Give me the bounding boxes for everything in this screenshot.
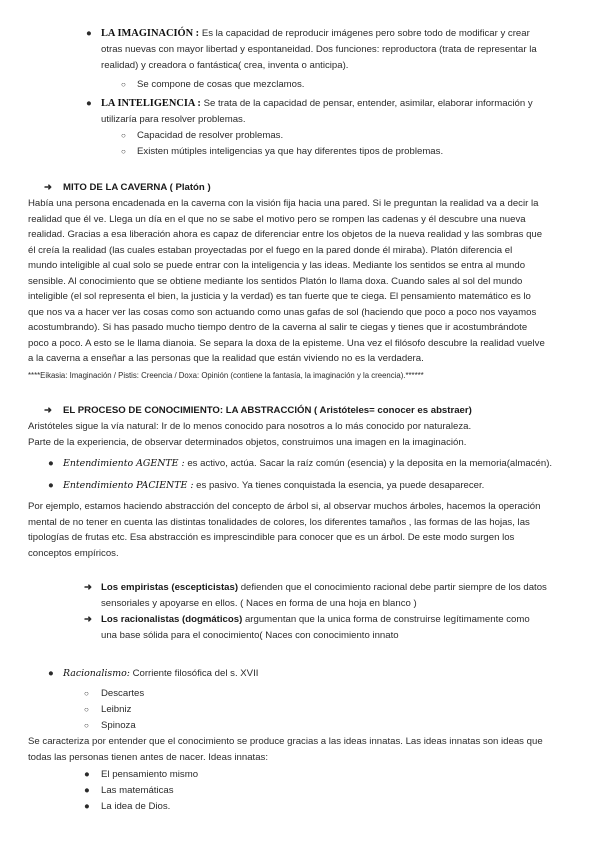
- caverna-line: mundo inteligible al cual solo se puede entrar con la inteligencia y las ideas. Mediante los sentidos se entra al mundo: [28, 260, 526, 271]
- inteligencia-sub-2: Existen mútiples inteligencias ya que hay diferentes tipos de problemas.: [137, 146, 444, 157]
- caverna-heading: MITO DE LA CAVERNA ( Platón ): [63, 182, 211, 193]
- racionalistas-line-2: una base sólida para el conocimiento( Naces con conocimiento innato: [101, 630, 399, 641]
- bullet-dot: ●: [48, 458, 54, 469]
- paciente-term: Entendimiento PACIENTE :: [63, 480, 194, 491]
- caverna-line: inteligible (el sol representa el bien, la justicia y la verdad) es tan fuerte que te ciega. El pensamiento matemático es lo: [28, 291, 531, 302]
- idea-item: El pensamiento mismo: [101, 769, 199, 780]
- example-line: Por ejemplo, estamos haciendo abstracción del concepto de árbol si, al observar muchos árboles, hacemos la operación: [28, 501, 541, 512]
- arrow-right-icon: ➜: [84, 614, 93, 625]
- sub-bullet-circle: ○: [84, 721, 89, 730]
- caverna-line: Había una persona encadenada en la caverna con la visión fija hacia una pared. Si le preguntan la realidad va a decir la: [28, 198, 539, 209]
- bullet-dot: ●: [86, 28, 92, 39]
- caverna-line: poco a poco. A esto se le llama dianoia. Se separa la doxa de la episteme. Una vez el filósofo descubre la realidad vuelve: [28, 337, 545, 349]
- abstraccion-heading: EL PROCESO DE CONOCIMIENTO: LA ABSTRACCIÓN ( Aristóteles= conocer es abstraer): [63, 405, 472, 416]
- racionalismo-term: Racionalismo:: [63, 668, 130, 679]
- inteligencia-sub-1: Capacidad de resolver problemas.: [137, 130, 284, 141]
- abstraccion-line-2: Parte de la experiencia, de observar determinados objetos, construimos una imagen en la imaginación.: [28, 437, 467, 448]
- caverna-line: realidad. Gracias a esa liberación ahora es capaz de diferenciar entre los objetos de la nueva realidad y las sombras que: [28, 229, 543, 240]
- author-item: Leibniz: [101, 704, 132, 715]
- bullet-dot: ●: [84, 769, 90, 780]
- imaginacion-sub-1: Se compone de cosas que mezclamos.: [137, 79, 305, 90]
- bullet-dot: ●: [48, 480, 54, 491]
- caverna-paragraph: [28, 196, 573, 367]
- idea-item: Las matemáticas: [101, 785, 174, 796]
- empiristas-line-1: Los empiristas (escepticistas) defienden que el conocimiento racional debe partir siempre de los datos: [101, 582, 547, 593]
- sub-bullet-circle: ○: [84, 705, 89, 714]
- racionalistas-term: Los racionalistas (dogmáticos): [101, 614, 243, 625]
- paciente-item: Entendimiento PACIENTE : es pasivo. Ya tienes conquistada la esencia, ya puede desaparecer.: [63, 480, 485, 491]
- caverna-line: que nos va a hacer ver las cosas como son actuando como unas gafas de sol (haciendo que poco a poco nos vayamos: [28, 306, 537, 318]
- caverna-line: sensible. Al conocimiento que se obtiene mediante los sentidos Platón lo llama doxa. Cuando sales al sol del mundo: [28, 275, 523, 287]
- imaginacion-line-3: realidad) y creadora o fantástica( crea, inventa o anticipa).: [101, 60, 349, 71]
- racionalismo-para-1: Se caracteriza por entender que el conocimiento se produce gracias a las ideas innatas. Las ideas innatas son ideas que: [28, 736, 543, 747]
- sub-bullet-circle: ○: [84, 689, 89, 698]
- racionalistas-line-1: Los racionalistas (dogmáticos) argumentan que la unica forma de construirse legítimamente como: [101, 614, 530, 625]
- caverna-line: él creía la realidad (las cuales estaban proyectadas por el fuego en la pared donde él miraba). Platón diferencia el: [28, 244, 513, 256]
- racionalismo-para-2: todas las personas tienen antes de nacer. Ideas innatas:: [28, 752, 269, 763]
- imaginacion-line-1: LA IMAGINACIÓN : Es la capacidad de reproducir imágenes pero sobre todo de modificar y crear: [101, 28, 530, 39]
- author-item: Descartes: [101, 688, 145, 699]
- arrow-right-icon: ➜: [44, 405, 53, 416]
- example-line: mental de no tener en cuenta las distintas tonalidades de colores, los diferentes tamaños , las formas de las hojas, las: [28, 516, 530, 528]
- arrow-right-icon: ➜: [44, 182, 53, 193]
- sub-bullet-circle: ○: [121, 147, 126, 156]
- caverna-line: acostumbrando). Si has pasado mucho tiempo dentro de la caverna al salir te ciegas y tienes que ir acostumbrándote: [28, 322, 528, 333]
- sub-bullet-circle: ○: [121, 80, 126, 89]
- author-item: Spinoza: [101, 720, 136, 731]
- abstraccion-line-1: Aristóteles sigue la vía natural: Ir de lo menos conocido para nosotros a lo más conocido por naturaleza.: [28, 421, 472, 432]
- example-line: conceptos empíricos.: [28, 547, 119, 559]
- bullet-dot: ●: [48, 668, 54, 679]
- imaginacion-line-2: otras nuevas con mayor libertad y espontaneidad. Dos funciones: reproductora (trata de representar la: [101, 44, 537, 55]
- caverna-note: ****Eikasia: Imaginación / Pistis: Creencia / Doxa: Opinión (contiene la fantasía, la imaginación y la creencia).******: [28, 371, 424, 380]
- example-line: tipologías de frutas etc. Esa abstracción es imprescindible para conocer que es un árbol. De este modo surgen los: [28, 532, 515, 543]
- bullet-dot: ●: [84, 801, 90, 812]
- imaginacion-term: LA IMAGINACIÓN :: [101, 28, 200, 39]
- empiristas-term: Los empiristas (escepticistas): [101, 582, 239, 593]
- caverna-line: realidad que él ve. Llega un día en el que no se sabe el motivo pero se rompen las cadenas y él descubre una nueva: [28, 213, 526, 225]
- sub-bullet-circle: ○: [121, 131, 126, 140]
- inteligencia-line-2: utilizaría para resolver problemas.: [101, 114, 246, 125]
- caverna-line: a la caverna a enseñar a las personas que la realidad que están viviendo no es la verdadera.: [28, 353, 424, 364]
- bullet-dot: ●: [86, 98, 92, 109]
- abstraccion-example: [28, 499, 573, 561]
- arrow-right-icon: ➜: [84, 582, 93, 593]
- inteligencia-line-1: LA INTELIGENCIA : Se trata de la capacidad de pensar, entender, asimilar, elaborar información y: [101, 98, 533, 109]
- inteligencia-term: LA INTELIGENCIA :: [101, 98, 201, 109]
- empiristas-line-2: sensoriales y apoyarse en ellos. ( Naces en forma de una hoja en blanco ): [101, 598, 417, 609]
- idea-item: La idea de Dios.: [101, 801, 171, 812]
- agente-item: Entendimiento AGENTE : es activo, actúa. Sacar la raíz común (esencia) y la deposita en la memoria(almacén).: [63, 458, 553, 469]
- racionalismo-item: Racionalismo: Corriente filosófica del s. XVII: [63, 668, 259, 679]
- agente-term: Entendimiento AGENTE :: [63, 458, 185, 469]
- bullet-dot: ●: [84, 785, 90, 796]
